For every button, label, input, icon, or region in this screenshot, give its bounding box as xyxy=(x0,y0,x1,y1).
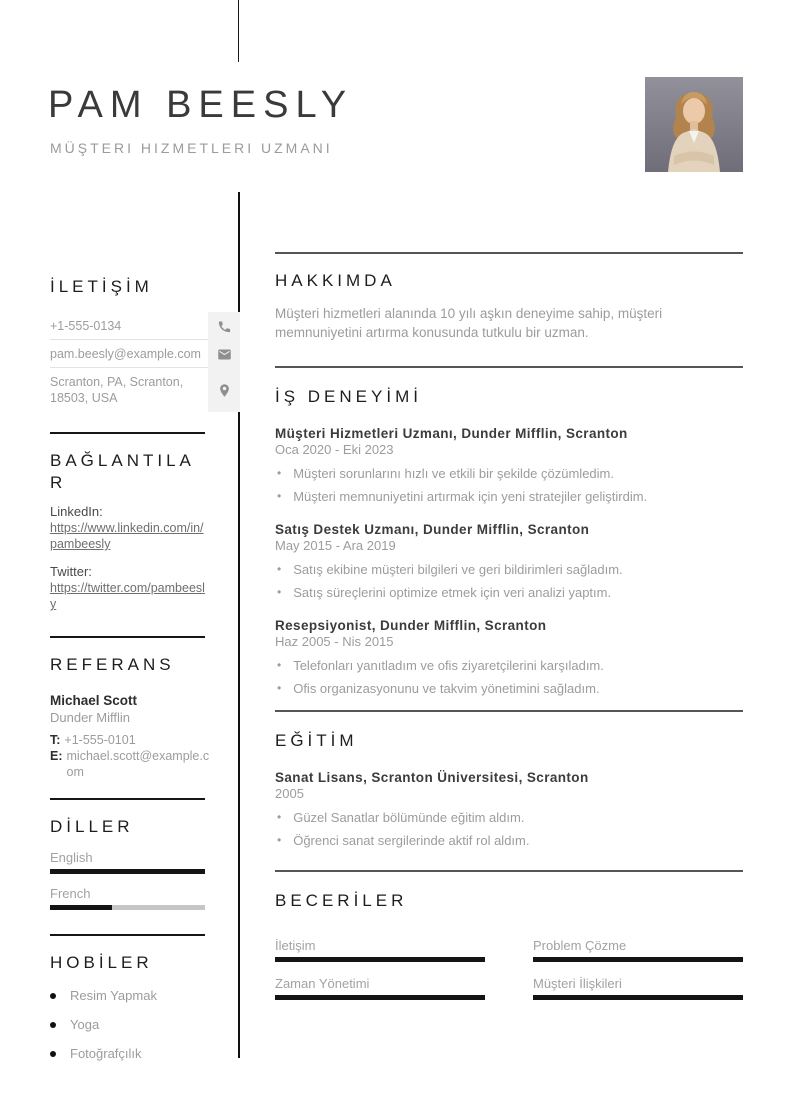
linkedin-link[interactable]: https://www.linkedin.com/in/pambeesly xyxy=(50,521,204,551)
section-heading-about: HAKKIMDA xyxy=(275,271,396,290)
section-heading-references: REFERANS xyxy=(50,655,175,674)
section-divider xyxy=(275,870,743,872)
job-dates: May 2015 - Ara 2019 xyxy=(275,538,396,553)
section-heading-education: EĞİTİM xyxy=(275,731,358,750)
job-dates: Haz 2005 - Nis 2015 xyxy=(275,634,394,649)
page-title: PAM BEESLY xyxy=(48,84,354,126)
mail-icon xyxy=(208,340,240,368)
list-item xyxy=(275,833,743,848)
skill-level-bar xyxy=(275,995,485,1000)
bullet-dot-icon: • xyxy=(277,585,282,599)
phone-icon xyxy=(208,312,240,340)
list-item xyxy=(50,1017,240,1032)
contact-row-phone xyxy=(50,312,240,340)
contact-list xyxy=(50,312,240,412)
job-title-subtitle: MÜŞTERI HIZMETLERI UZMANI xyxy=(50,140,333,156)
skill-name: Müşteri İlişkileri xyxy=(533,976,622,991)
language-level-bar xyxy=(50,869,205,874)
experience-entry xyxy=(275,426,743,504)
education-bullet-list xyxy=(275,810,743,848)
job-title: Resepsiyonist, Dunder Mifflin, Scranton xyxy=(275,618,547,633)
bullet-dot-icon: • xyxy=(277,833,282,847)
bullet-text: Müşteri sorunlarını hızlı ve etkili bir şekilde çözümledim. xyxy=(293,466,614,481)
skill-level-fill xyxy=(275,957,485,962)
skill-level-bar xyxy=(275,957,485,962)
profile-photo xyxy=(645,77,743,172)
bullet-dot-icon xyxy=(50,1051,56,1057)
hobby-label: Yoga xyxy=(70,1017,100,1032)
skill-item xyxy=(275,938,485,962)
contact-row-address xyxy=(50,368,240,412)
reference-phone-row xyxy=(50,732,210,748)
skill-level-fill xyxy=(533,995,743,1000)
section-divider xyxy=(275,366,743,368)
twitter-label: Twitter: xyxy=(50,564,92,579)
education-dates: 2005 xyxy=(275,786,304,801)
reference-company: Dunder Mifflin xyxy=(50,710,130,725)
skill-level-bar xyxy=(533,995,743,1000)
section-divider xyxy=(275,710,743,712)
about-text: Müşteri hizmetleri alanında 10 yılı aşkın deneyime sahip, müşteri memnuniyetini artırma konusunda tutkulu bir uzman. xyxy=(275,306,663,340)
section-heading-hobbies: HOBİLER xyxy=(50,953,153,972)
language-name: English xyxy=(50,850,93,865)
bullet-dot-icon xyxy=(50,993,56,999)
section-heading-contact: İLETİŞİM xyxy=(50,277,153,296)
hobby-label: Fotoğrafçılık xyxy=(70,1046,142,1061)
section-heading-experience: İŞ DENEYİMİ xyxy=(275,387,422,406)
skill-name: Zaman Yönetimi xyxy=(275,976,370,991)
job-bullet-list xyxy=(275,466,743,504)
top-vertical-rule xyxy=(238,0,239,62)
language-item xyxy=(50,886,205,910)
reference-email-label: E: xyxy=(50,749,63,763)
bullet-text: Telefonları yanıtladım ve ofis ziyaretçilerini karşıladım. xyxy=(293,658,604,673)
section-heading-languages: DİLLER xyxy=(50,817,134,836)
contact-row-email xyxy=(50,340,240,368)
skill-level-fill xyxy=(275,995,485,1000)
skill-level-fill xyxy=(533,957,743,962)
education-entry xyxy=(275,770,743,848)
language-level-fill xyxy=(50,869,205,874)
job-bullet-list xyxy=(275,562,743,600)
bullet-dot-icon: • xyxy=(277,681,282,695)
section-divider xyxy=(50,798,205,800)
list-item xyxy=(275,681,743,696)
bullet-dot-icon: • xyxy=(277,489,282,503)
skill-item xyxy=(533,938,743,962)
job-bullet-list xyxy=(275,658,743,696)
reference-phone-label: T: xyxy=(50,733,61,747)
link-item-twitter xyxy=(50,564,240,612)
education-title: Sanat Lisans, Scranton Üniversitesi, Scranton xyxy=(275,770,589,785)
language-level-fill xyxy=(50,905,112,910)
job-title: Satış Destek Uzmanı, Dunder Mifflin, Scranton xyxy=(275,522,590,537)
reference-email-value: michael.scott@example.com xyxy=(66,749,210,779)
bullet-dot-icon: • xyxy=(277,466,282,480)
skill-item xyxy=(275,976,485,1000)
skill-level-bar xyxy=(533,957,743,962)
language-item xyxy=(50,850,205,874)
bullet-text: Müşteri memnuniyetini artırmak için yeni stratejiler geliştirdim. xyxy=(293,489,648,504)
skill-item xyxy=(533,976,743,1000)
contact-email-value: pam.beesly@example.com xyxy=(50,340,208,368)
skills-grid xyxy=(275,938,743,1000)
section-divider xyxy=(50,432,205,434)
link-item-linkedin xyxy=(50,504,240,552)
section-heading-links: BAĞLANTILAR xyxy=(50,451,195,492)
bullet-text: Öğrenci sanat sergilerinde aktif rol aldım. xyxy=(293,833,530,848)
reference-phone-value: +1-555-0101 xyxy=(64,733,136,747)
main-content xyxy=(275,240,743,1000)
bullet-dot-icon: • xyxy=(277,658,282,672)
reference-name: Michael Scott xyxy=(50,693,138,708)
hobby-list xyxy=(50,988,240,1061)
reference-card xyxy=(50,692,210,780)
language-name: French xyxy=(50,886,91,901)
bullet-text: Ofis organizasyonunu ve takvim yönetimini sağladım. xyxy=(293,681,600,696)
section-heading-skills: BECERİLER xyxy=(275,891,408,910)
job-dates: Oca 2020 - Eki 2023 xyxy=(275,442,394,457)
job-title: Müşteri Hizmetleri Uzmanı, Dunder Mifflin, Scranton xyxy=(275,426,628,441)
list-item xyxy=(275,466,743,481)
skill-name: İletişim xyxy=(275,938,316,953)
experience-entry xyxy=(275,618,743,696)
section-divider xyxy=(50,636,205,638)
contact-phone-value: +1-555-0134 xyxy=(50,312,208,340)
experience-entry xyxy=(275,522,743,600)
location-icon xyxy=(208,368,240,412)
linkedin-label: LinkedIn: xyxy=(50,504,103,519)
list-item xyxy=(275,489,743,504)
list-item xyxy=(275,658,743,673)
section-divider xyxy=(50,934,205,936)
reference-email-row xyxy=(50,748,210,780)
profile-photo-illustration xyxy=(645,77,743,172)
bullet-text: Satış süreçlerini optimize etmek için veri analizi yaptım. xyxy=(293,585,612,600)
list-item xyxy=(275,810,743,825)
bullet-text: Satış ekibine müşteri bilgileri ve geri bildirimleri sağladım. xyxy=(293,562,623,577)
bullet-dot-icon: • xyxy=(277,562,282,576)
bullet-dot-icon: • xyxy=(277,810,282,824)
list-item xyxy=(50,988,240,1003)
bullet-dot-icon xyxy=(50,1022,56,1028)
list-item xyxy=(275,562,743,577)
list-item xyxy=(275,585,743,600)
section-divider xyxy=(275,252,743,254)
language-level-bar xyxy=(50,905,205,910)
hobby-label: Resim Yapmak xyxy=(70,988,157,1003)
twitter-link[interactable]: https://twitter.com/pambeesly xyxy=(50,581,205,611)
contact-address-value: Scranton, PA, Scranton, 18503, USA xyxy=(50,375,184,405)
sidebar xyxy=(50,260,240,1075)
list-item xyxy=(50,1046,240,1061)
skill-name: Problem Çözme xyxy=(533,938,627,953)
bullet-text: Güzel Sanatlar bölümünde eğitim aldım. xyxy=(293,810,525,825)
